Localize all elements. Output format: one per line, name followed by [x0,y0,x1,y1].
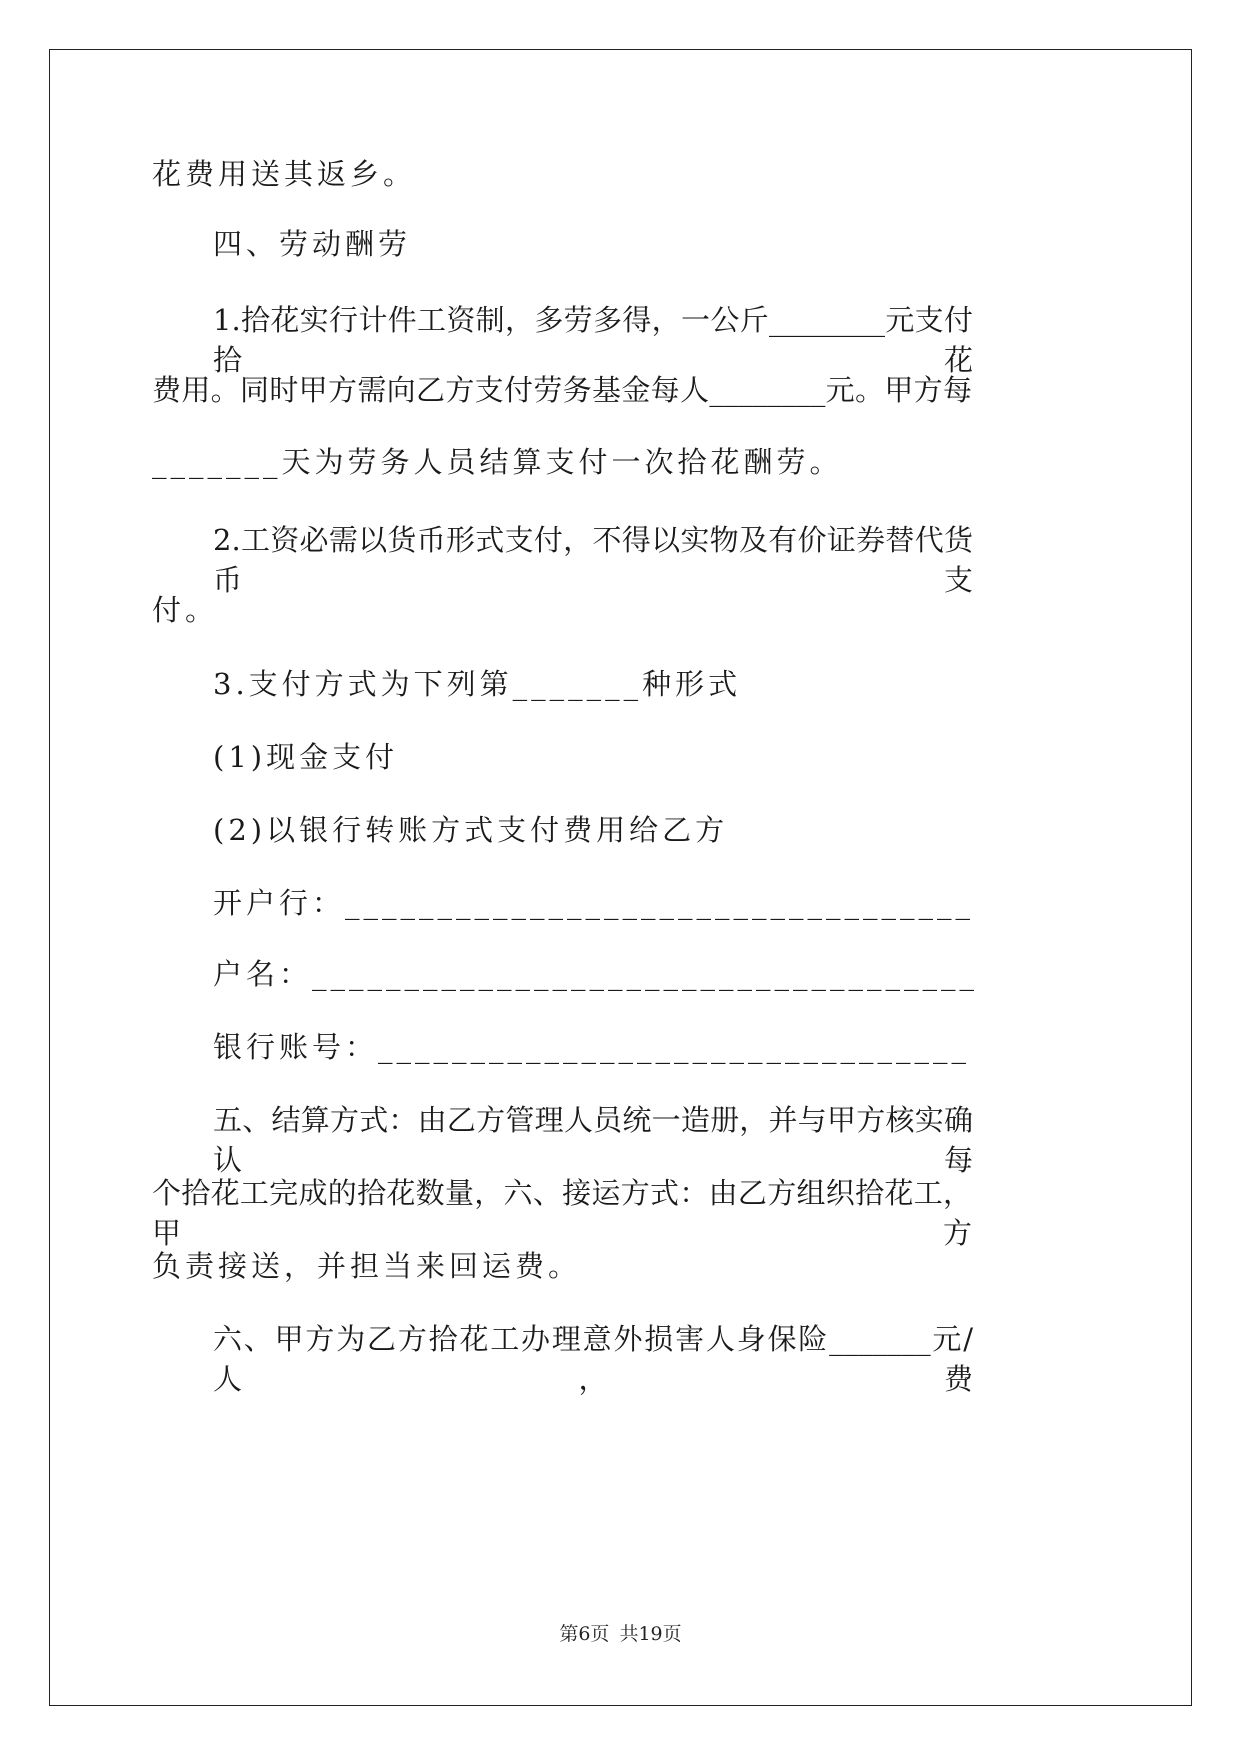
text-line-8: 3.支付方式为下列第_______种形式 [213,667,742,701]
text-line-6: 2.工资必需以货币形式支付，不得以实物及有价证券替代货币支 [213,523,973,597]
text-line-1: 花费用送其返乡。 [152,157,417,191]
page-total: 共19页 [619,1623,682,1645]
account-number-field: 银行账号：________________________________ [213,1030,971,1064]
bank-name-field: 开户行：__________________________________ [213,886,975,920]
text-line-10: (2)以银行转账方式支付费用给乙方 [213,813,729,847]
text-line-15: 个拾花工完成的拾花数量，六、接运方式：由乙方组织拾花工，甲方 [152,1176,972,1250]
text-line-4: 费用。同时甲方需向乙方支付劳务基金每人________元。甲方每 [152,373,972,407]
section-heading-4: 四、劳动酬劳 [213,227,412,261]
text-line-14: 五、结算方式：由乙方管理人员统一造册，并与甲方核实确认每 [213,1103,973,1177]
page-number: 第6页 [559,1623,610,1645]
text-line-16: 负责接送，并担当来回运费。 [152,1249,582,1283]
text-line-9: (1)现金支付 [213,740,399,774]
text-line-17: 六、甲方为乙方拾花工办理意外损害人身保险_______元/人，费 [213,1322,973,1396]
page-footer [0,1622,1241,1646]
text-line-7: 付。 [152,593,219,627]
page-border [49,49,1192,1706]
text-line-5: _______天为劳务人员结算支付一次拾花酬劳。 [152,445,843,479]
account-name-field: 户名：____________________________________ [213,957,979,991]
text-line-3: 1.拾花实行计件工资制，多劳多得，一公斤________元支付拾花 [213,303,973,377]
